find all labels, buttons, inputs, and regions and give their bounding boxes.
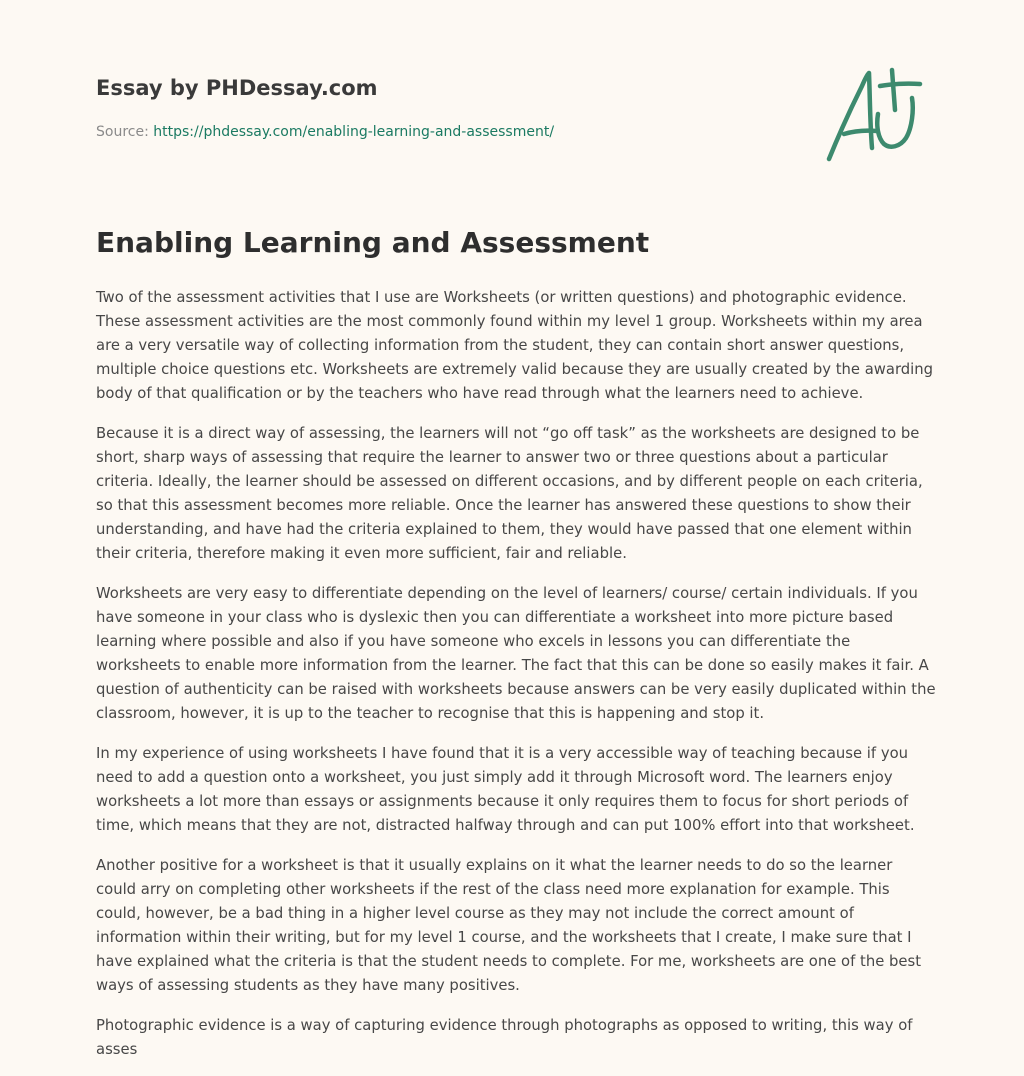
source-line (96, 124, 554, 140)
source-link[interactable]: https://phdessay.com/enabling-learning-and-assessment/ (153, 124, 555, 140)
paragraph: Worksheets are very easy to differentiate depending on the level of learners/ course/ certain individuals. If you have someone in your class who is dyslexic then you can differentiate a worksheet into more picture based learning where possible and also if you have someone who excels in lessons you can differentiate the worksheets to enable more information from the learner. The fact that this can be done so easily makes it fair. A question of authenticity can be raised with worksheets because answers can be very easily duplicated within the classroom, however, it is up to the teacher to recognise that this is happening and stop it. (96, 585, 936, 722)
article-body (96, 286, 936, 1062)
source-label: Source: (96, 124, 149, 140)
paragraph: Another positive for a worksheet is that it usually explains on it what the learner needs to do so the learner could arry on completing other worksheets if the rest of the class need more explanation for example. This could, however, be a bad thing in a higher level course as they may not include the correct amount of information within their writing, but for my level 1 course, and the worksheets that I create, I make sure that I have explained what the criteria is that the student needs to complete. For me, worksheets are one of the best ways of assessing students as they have many positives. (96, 857, 922, 994)
site-brand: Essay by PHDessay.com (96, 76, 378, 100)
paragraph: In my experience of using worksheets I have found that it is a very accessible way of teaching because if you need to add a question onto a worksheet, you just simply add it through Microsoft word. The learners enjoy worksheets a lot more than essays or assignments because it only requires them to focus for short periods of time, which means that they are not, distracted halfway through and can put 100% effort into that worksheet. (96, 745, 915, 834)
paragraph: Photographic evidence is a way of capturing evidence through photographs as opposed to writing, this way of asses (96, 1017, 913, 1058)
article-title: Enabling Learning and Assessment (96, 226, 650, 259)
a-plus-icon (820, 64, 930, 168)
paragraph: Two of the assessment activities that I use are Worksheets (or written questions) and photographic evidence. These assessment activities are the most commonly found within my level 1 group. Worksheets within my area are a very versatile way of collecting information from the student, they can contain short answer questions, multiple choice questions etc. Worksheets are extremely valid because they are usually created by the awarding body of that qualification or by the teachers who have read through what the learners need to achieve. (96, 289, 934, 402)
paragraph: Because it is a direct way of assessing, the learners will not “go off task” as the worksheets are designed to be short, sharp ways of assessing that require the learner to answer two or three questions about a particular criteria. Ideally, the learner should be assessed on different occasions, and by different people on each criteria, so that this assessment becomes more reliable. Once the learner has answered these questions to show their understanding, and have had the criteria explained to them, they would have passed that one element within their criteria, therefore making it even more sufficient, fair and reliable. (96, 425, 923, 562)
